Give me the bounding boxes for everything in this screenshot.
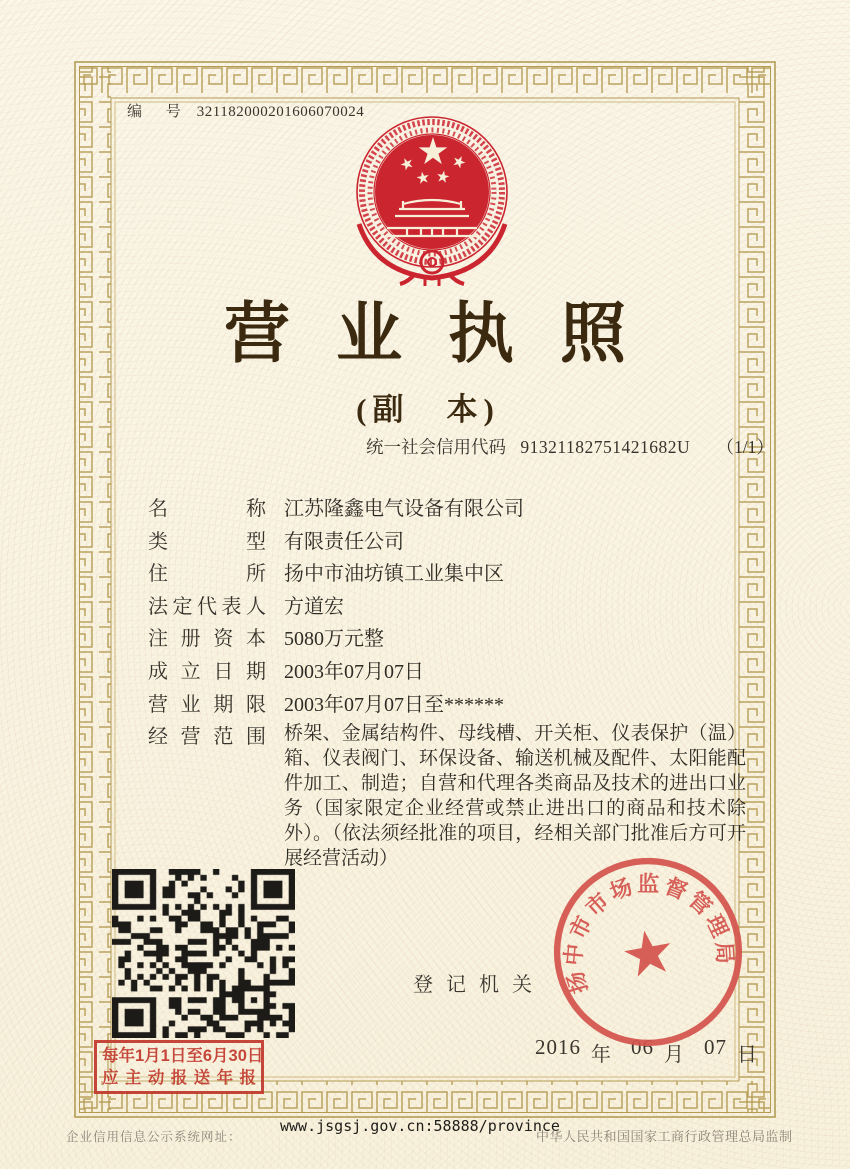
license-title: 营业执照	[224, 298, 672, 371]
field-value: 方道宏	[284, 595, 344, 618]
field-registered-capital	[148, 622, 748, 655]
annual-report-line2: 应主动报送年报	[102, 1069, 256, 1087]
field-value: 5080万元整	[284, 628, 384, 651]
field-address	[148, 557, 748, 590]
field-legal-representative	[148, 590, 748, 623]
field-establish-date	[148, 655, 748, 688]
field-type	[148, 525, 748, 558]
svg-text:扬中市市场监督管理局	[548, 857, 740, 997]
license-subtitle: (副 本)	[356, 392, 500, 427]
date-month: 06	[631, 1035, 654, 1059]
serial-number-line	[127, 100, 364, 121]
date-year-unit: 年	[591, 1044, 611, 1066]
field-value: 2003年07月07日至******	[284, 693, 504, 716]
issuer-text: 中华人民共和国国家工商行政管理总局监制	[536, 1129, 793, 1144]
field-label: 住所	[148, 563, 266, 586]
field-label: 注册资本	[148, 628, 266, 651]
field-name	[148, 492, 748, 525]
field-label: 名称	[148, 498, 266, 520]
credit-code-line	[366, 434, 774, 459]
date-day-unit: 日	[737, 1044, 757, 1066]
national-emblem-icon	[335, 112, 535, 290]
credit-code-label: 统一社会信用代码	[366, 437, 506, 457]
field-value: 有限责任公司	[284, 530, 404, 553]
publicity-system-url: www.jsgsj.gov.cn:58888/province	[280, 1117, 560, 1135]
date-year: 2016	[535, 1035, 581, 1059]
field-label: 法定代表人	[148, 595, 266, 618]
date-month-unit: 月	[664, 1044, 684, 1066]
field-label: 类型	[148, 530, 266, 553]
seal-text: 扬中市市场监督管理局	[561, 872, 738, 997]
field-business-scope	[148, 720, 748, 871]
serial-number: 321182000201606070024	[196, 104, 365, 120]
field-value: 桥架、金属结构件、母线槽、开关柜、仪表保护（温）箱、仪表阀门、环保设备、输送机械及配件、太阳能配件加工、制造；自营和代理各类商品及技术的进出口业务（国家限定企业经营或禁止进出口的商品和技术除外）。（依法须经批准的项目，经相关部门批准后方可开展经营活动）	[284, 723, 746, 870]
field-value: 江苏隆鑫电气设备有限公司	[284, 498, 524, 520]
field-label: 成立日期	[148, 660, 266, 683]
date-day: 07	[704, 1035, 727, 1059]
field-label: 营业期限	[148, 693, 266, 716]
official-seal	[548, 852, 748, 1052]
publicity-system-label: 企业信用信息公示系统网址：	[66, 1130, 242, 1144]
registration-authority-label: 登记机关	[413, 974, 545, 996]
field-business-term	[148, 688, 748, 721]
field-value: 扬中市油坊镇工业集中区	[284, 563, 504, 586]
qr-code	[112, 869, 295, 1038]
field-label: 经营范围	[148, 726, 266, 749]
field-value: 2003年07月07日	[284, 660, 424, 683]
registration-fields	[148, 492, 748, 871]
page-indicator: （1/1）	[716, 437, 774, 457]
credit-code-value: 91321182751421682U	[520, 437, 691, 457]
annual-report-line1: 每年1月1日至6月30日	[102, 1047, 264, 1065]
annual-report-stamp	[94, 1040, 264, 1094]
serial-label: 编 号	[127, 104, 191, 120]
